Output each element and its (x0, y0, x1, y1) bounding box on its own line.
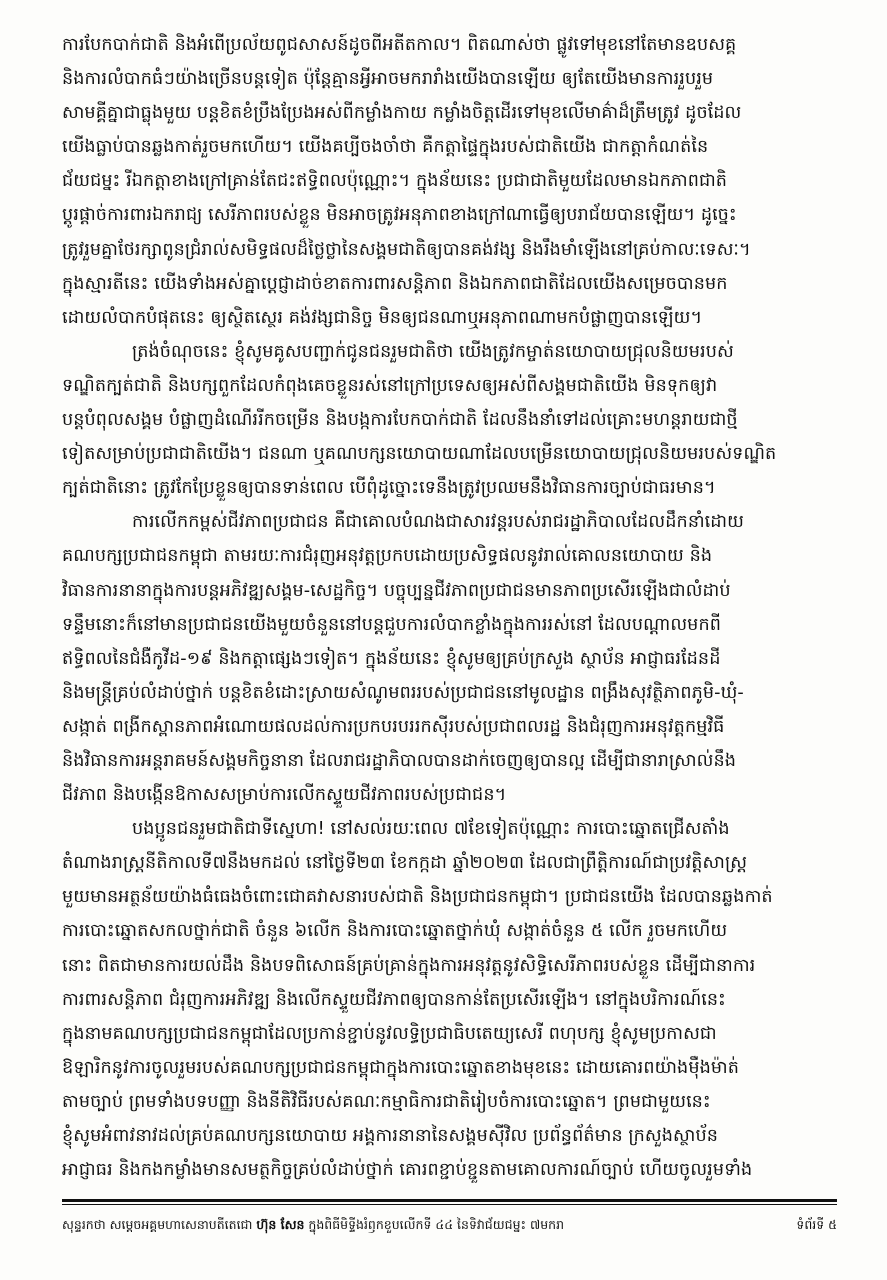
footer-caption-prefix: សុន្ទរកថា សម្តេចអគ្គមហាសេនាបតីតេជោ (62, 1217, 253, 1232)
text-line: វិធានការនានាក្នុងការបន្តអភិវឌ្ឍសង្គម-សេដ្ឋកិច្ច។ បច្ចុប្បន្នជីវភាពប្រជាជនមានភាពប្រសើរឡើងជាលំដាប់ (62, 580, 731, 601)
footer-divider (62, 1199, 837, 1202)
text-line: ជ័យជម្នះ រីឯកត្តាខាងក្រៅគ្រាន់តែជះឥទ្ធិពលប៉ុណ្ណោះ។ ក្នុងន័យនេះ ប្រជាជាតិមួយដែលមានឯកភាពជាតិ (62, 171, 728, 192)
text-line: គណបក្សប្រជាជនកម្ពុជា តាមរយៈការជំរុញអនុវត្តប្រកបដោយប្រសិទ្ធផលនូវរាល់គោលនយោបាយ និង (62, 546, 713, 567)
text-line: និងការលំបាកធំៗយ៉ាងច្រើនបន្តទៀត ប៉ុន្តែគ្មានអ្វីអាចមករារាំងយើងបានឡើយ ឲ្យតែយើងមានការរួបរួម (62, 69, 714, 90)
text-line: ទណ្ឌិតក្បត់ជាតិ និងបក្សពួកដែលកំពុងគេចខ្លួនរស់នៅក្រៅប្រទេសឲ្យអស់ពីសង្គមជាតិយើង មិនទុកឲ្យវា (62, 375, 718, 396)
text-line: និងមន្ត្រីគ្រប់លំដាប់ថ្នាក់ បន្តខិតខំដោះស្រាយសំណូមពររបស់ប្រជាជននៅមូលដ្ឋាន ពង្រឹងសុវត្ថិភាពភូមិ-ឃុំ- (62, 682, 744, 703)
text-line: ការបែកបាក់ជាតិ និងអំពើប្រល័យពូជសាសន៍ដូចពីអតីតកាល។ ពិតណាស់ថា ផ្លូវទៅមុខនៅតែមានឧបសគ្គ (62, 35, 737, 55)
text-line: ដោយលំបាកបំផុតនេះ ឲ្យស្ថិតស្ថេរ គង់វង្សជានិច្ច មិនឲ្យជនណាឬអនុភាពណាមកបំផ្លាញបានឡើយ។ (62, 307, 703, 328)
text-line: យើងធ្លាប់បានឆ្លងកាត់រួចមកហើយ។ យើងគប្បីចងចាំថា គឺកត្តាផ្ទៃក្នុងរបស់ជាតិយើង ជាកត្តាកំណត់នៃ (62, 137, 709, 158)
text-line: ការលើកកម្ពស់ជីវភាពប្រជាជន គឺជាគោលបំណងជាសារវន្តរបស់រាជរដ្ឋាភិបាលដែលដឹកនាំដោយ (132, 512, 744, 533)
text-line: ក្នុងស្មារតីនេះ យើងទាំងអស់គ្នាប្តេជ្ញាដាច់ខាតការពារសន្តិភាព និងឯកភាពជាតិដែលយើងសម្រេចបានមក (62, 273, 728, 294)
text-line: ក្បត់ជាតិនោះ ត្រូវកែប្រែខ្លួនឲ្យបានទាន់ពេល បើពុំដូច្នោះទេនឹងត្រូវប្រឈមនឹងវិធានការច្បាប់ជាធរមាន។ (62, 478, 716, 499)
text-line: តាមច្បាប់ ព្រមទាំងបទបញ្ញា និងនីតិវិធីរបស់គណៈកម្មាធិការជាតិរៀបចំការបោះឆ្នោត។ ព្រមជាមួយនេះ (62, 1091, 711, 1112)
text-line: និងវិធានការអន្តរាគមន៍សង្គមកិច្ចនានា ដែលរាជរដ្ឋាភិបាលបានដាក់ចេញឲ្យបានល្អ ដើម្បីជានារាស្រាល់នឹង (62, 750, 737, 771)
text-line: អាជ្ញាធរ និងកងកម្លាំងមានសមត្ថកិច្ចគ្រប់លំដាប់ថ្នាក់ គោរពខ្ជាប់ខ្ជួនតាមគោលការណ៍ច្បាប់ ហើយចូលរួមទាំង (62, 1160, 753, 1181)
text-line: ជីវភាព និងបង្កើនឱកាសសម្រាប់ការលើកស្ទួយជីវភាពរបស់ប្រជាជន។ (62, 785, 507, 806)
text-line: បងប្អូនជនរួមជាតិជាទីស្នេហា! នៅសល់រយៈពេល ៧ខែទៀតប៉ុណ្ណោះ ការបោះឆ្នោតជ្រើសតាំង (132, 819, 730, 840)
text-line: ឥទ្ធិពលនៃជំងឺកូវីដ-១៩ និងកត្តាផ្សេងៗទៀត។ ក្នុងន័យនេះ ខ្ញុំសូមឲ្យគ្រប់ក្រសួង ស្ថាប័ន អាជ្ញាធរដែនដី (62, 648, 721, 669)
text-line: ការពារសន្តិភាព ជំរុញការអភិវឌ្ឍ និងលើកស្ទួយជីវភាពឲ្យបានកាន់តែប្រសើរឡើង។ នៅក្នុងបរិការណ៍នេះ (62, 989, 726, 1010)
footer-divider-thin (62, 1204, 837, 1205)
text-line: ប្តូរផ្តាច់ការពារឯករាជ្យ សេរីភាពរបស់ខ្លួន មិនអាចត្រូវអនុភាពខាងក្រៅណាធ្វើឲ្យបរាជ័យបានឡើយ។ ដូច្នេះ (62, 205, 737, 226)
text-line: ខ្ញុំសូមអំពាវនាវដល់គ្រប់គណបក្សនយោបាយ អង្គការនានានៃសង្គមស៊ីវិល ប្រព័ន្ធព័ត៌មាន ក្រសួងស្ថាប័ន (62, 1126, 719, 1146)
text-line: ត្រង់ចំណុចនេះ ខ្ញុំសូមគូសបញ្ជាក់ជូនជនរួមជាតិថា យើងត្រូវកម្ចាត់នយោបាយជ្រុលនិយមរបស់ (132, 341, 734, 362)
text-line: ឱឡារិកនូវការចូលរួមរបស់គណបក្សប្រជាជនកម្ពុជាក្នុងការបោះឆ្នោតខាងមុខនេះ ដោយគោរពយ៉ាងម៉ឺងម៉ាត់ (62, 1057, 739, 1078)
text-line: សង្កាត់ ពង្រីកស្ពានភាពអំណោយផលដល់ការប្រកបរបររកស៊ីរបស់ប្រជាពលរដ្ឋ និងជំរុញការអនុវត្តកម្មវិធី (62, 716, 725, 737)
text-line: នោះ ពិតជាមានការយល់ដឹង និងបទពិសោធន៍គ្រប់គ្រាន់ក្នុងការអនុវត្តនូវសិទ្ធិសេរីភាពរបស់ខ្លួន ដើម្បីជានាការ (62, 955, 756, 976)
footer-caption-name: ហ៊ុន សែន (256, 1217, 305, 1232)
footer-caption-suffix: ក្នុងពិធីមិទ្ទីងរំឭកខួបលើកទី ៤៤ នៃទិវាជ័យជម្នះ ៧មករា (308, 1217, 565, 1232)
text-line: សាមគ្គីគ្នាជាធ្លុងមួយ បន្តខិតខំប្រឹងប្រែងអស់ពីកម្លាំងកាយ កម្លាំងចិត្តដើរទៅមុខលើមាគ៌ាដ៏ត្រឹមត្រូវ ដូចដែល (62, 103, 742, 124)
footer-caption (62, 1212, 702, 1238)
text-line: ទន្ទឹមនោះក៏នៅមានប្រជាជនយើងមួយចំនួននៅបន្តជួបការលំបាកខ្លាំងក្នុងការរស់នៅ ដែលបណ្តាលមកពី (62, 614, 721, 635)
document-body (62, 28, 837, 1187)
text-line: ការបោះឆ្នោតសកលថ្នាក់ជាតិ ចំនួន ៦លើក និងការបោះឆ្នោតថ្នាក់ឃុំ សង្កាត់ចំនួន ៥ លើក រួចមកហើយ (62, 921, 728, 942)
text-line: ត្រូវរួមគ្នាថែរក្សាពូនជ្រំរាល់សមិទ្ធផលដ៏ថ្លៃថ្លានៃសង្គមជាតិឲ្យបានគង់វង្ស និងរឹងមាំឡើងនៅគ្រប់កាលៈទេសៈ។ (62, 239, 751, 260)
page-number: ទំព័រទី ៥ (796, 1217, 837, 1232)
text-line: មួយមានអត្ថន័យយ៉ាងធំធេងចំពោះជោគវាសនារបស់ជាតិ និងប្រជាជនកម្ពុជា។ ប្រជាជនយើង ដែលបានឆ្លងកាត់ (62, 887, 773, 908)
text-line: តំណាងរាស្ត្រនីតិកាលទី៧នឹងមកដល់ នៅថ្ងៃទី២៣ ខែកក្កដា ឆ្នាំ២០២៣ ដែលជាព្រឹត្តិការណ៍ជាប្រវត្តិសាស្ត្រ (62, 853, 748, 874)
text-line: ក្នុងនាមគណបក្សប្រជាជនកម្ពុជាដែលប្រកាន់ខ្ជាប់នូវលទ្ធិប្រជាធិបតេយ្យសេរី ពហុបក្ស ខ្ញុំសូមប្រកាសជា (62, 1023, 717, 1044)
page-footer (62, 1212, 837, 1238)
text-line: ទៀតសម្រាប់ប្រជាជាតិយើង។ ជនណា ឬគណបក្សនយោបាយណាដែលបម្រើនយោបាយជ្រុលនិយមរបស់ទណ្ឌិត (62, 444, 777, 465)
text-line: បន្តបំពុលសង្គម បំផ្លាញដំណើររីកចម្រើន និងបង្កការបែកបាក់ជាតិ ដែលនឹងនាំទៅដល់គ្រោះមហន្តរាយជាថ្មី (62, 410, 738, 431)
